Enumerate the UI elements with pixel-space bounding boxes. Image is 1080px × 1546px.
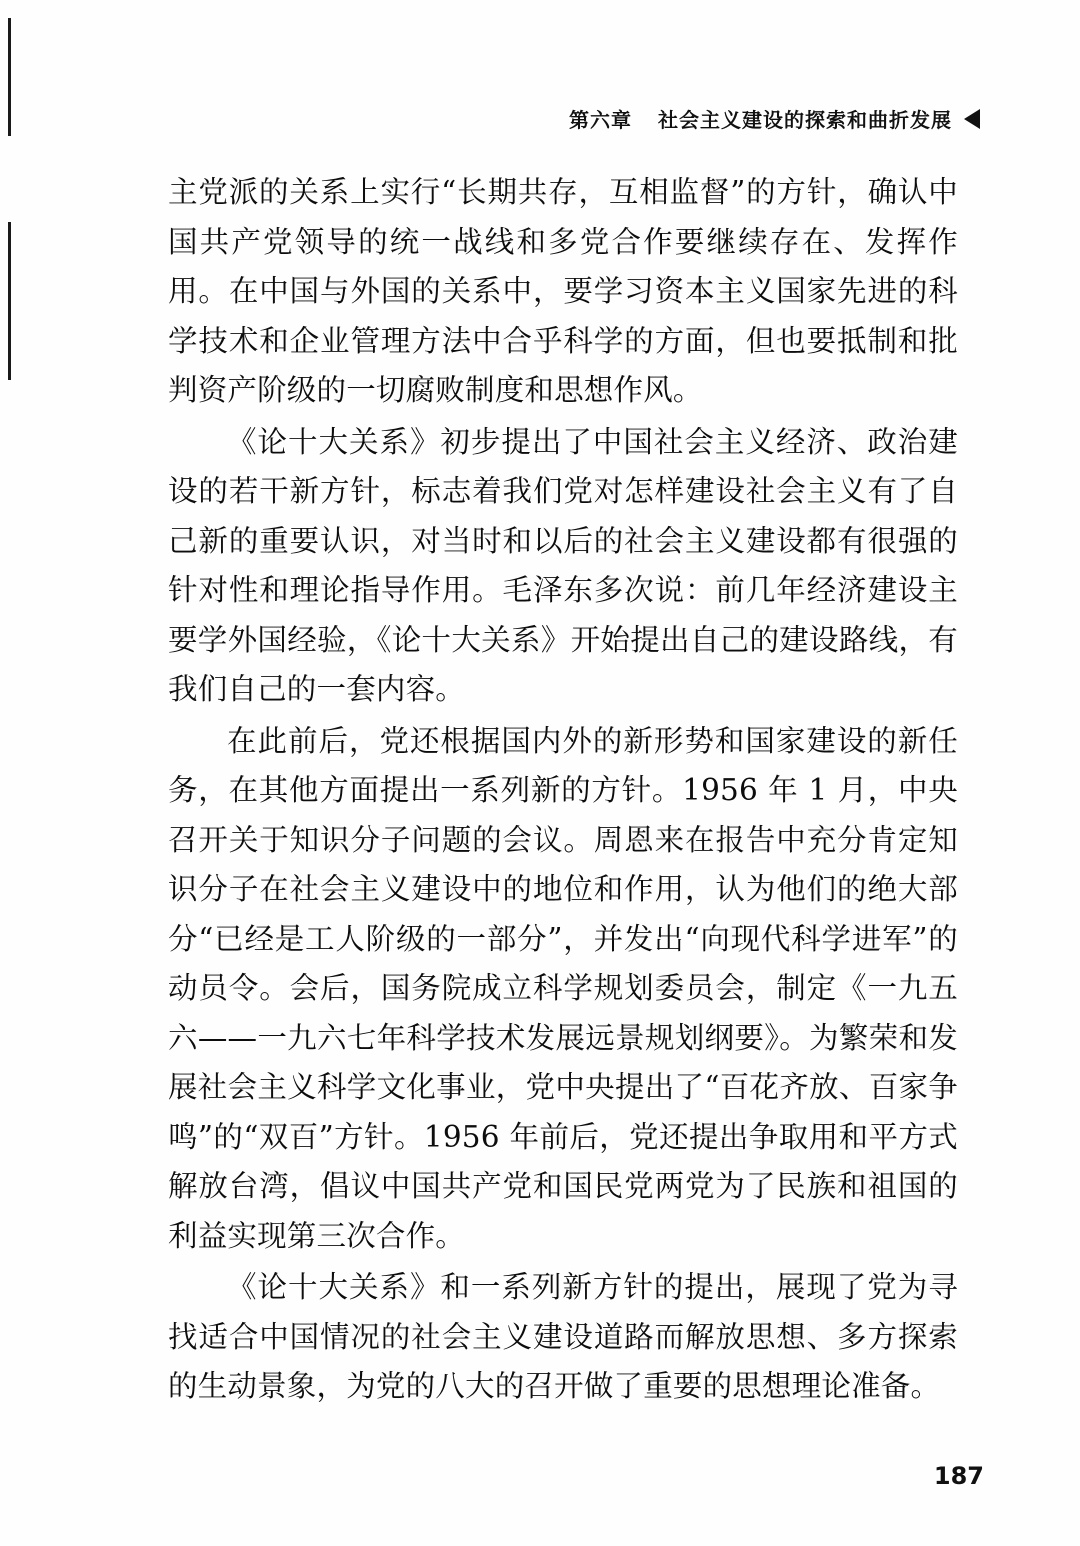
paragraph: 《论十大关系》和一系列新方针的提出，展现了党为寻找适合中国情况的社会主义建设道路而解放思想、多方探索的生动景象，为党的八大的召开做了重要的思想理论准备。 xyxy=(168,1270,958,1403)
header-chapter-title: 社会主义建设的探索和曲折发展 xyxy=(658,108,952,132)
body-text xyxy=(168,168,958,1412)
page-number: 187 xyxy=(933,1462,984,1490)
spine-mark-bottom xyxy=(8,222,11,380)
paragraph: 主党派的关系上实行“长期共存，互相监督”的方针，确认中国共产党领导的统一战线和多党合作要继续存在、发挥作用。在中国与外国的关系中，要学习资本主义国家先进的科学技术和企业管理方法中合乎科学的方面，但也要抵制和批判资产阶级的一切腐败制度和思想作风。 xyxy=(168,175,958,407)
running-header xyxy=(0,104,1080,133)
header-chapter-label: 第六章 xyxy=(569,108,632,132)
paragraph: 《论十大关系》初步提出了中国社会主义经济、政治建设的若干新方针，标志着我们党对怎样建设社会主义有了自己新的重要认识，对当时和以后的社会主义建设都有很强的针对性和理论指导作用。毛泽东多次说：前几年经济建设主要学外国经验，《论十大关系》开始提出自己的建设路线，有我们自己的一套内容。 xyxy=(168,424,958,706)
paragraph: 在此前后，党还根据国内外的新形势和国家建设的新任务，在其他方面提出一系列新的方针。1956 年 1 月，中央召开关于知识分子问题的会议。周恩来在报告中充分肯定知识分子在社会主义建设中的地位和作用，认为他们的绝大部分“已经是工人阶级的一部分”，并发出“向现代科学进军”的动员令。会后，国务院成立科学规划委员会，制定《一九五六——一九六七年科学技术发展远景规划纲要》。为繁荣和发展社会主义科学文化事业，党中央提出了“百花齐放、百家争鸣”的“双百”方针。1956 年前后，党还提出争取用和平方式解放台湾，倡议中国共产党和国民党两党为了民族和祖国的利益实现第三次合作。 xyxy=(168,723,958,1253)
left-pointing-triangle-icon xyxy=(964,109,980,129)
